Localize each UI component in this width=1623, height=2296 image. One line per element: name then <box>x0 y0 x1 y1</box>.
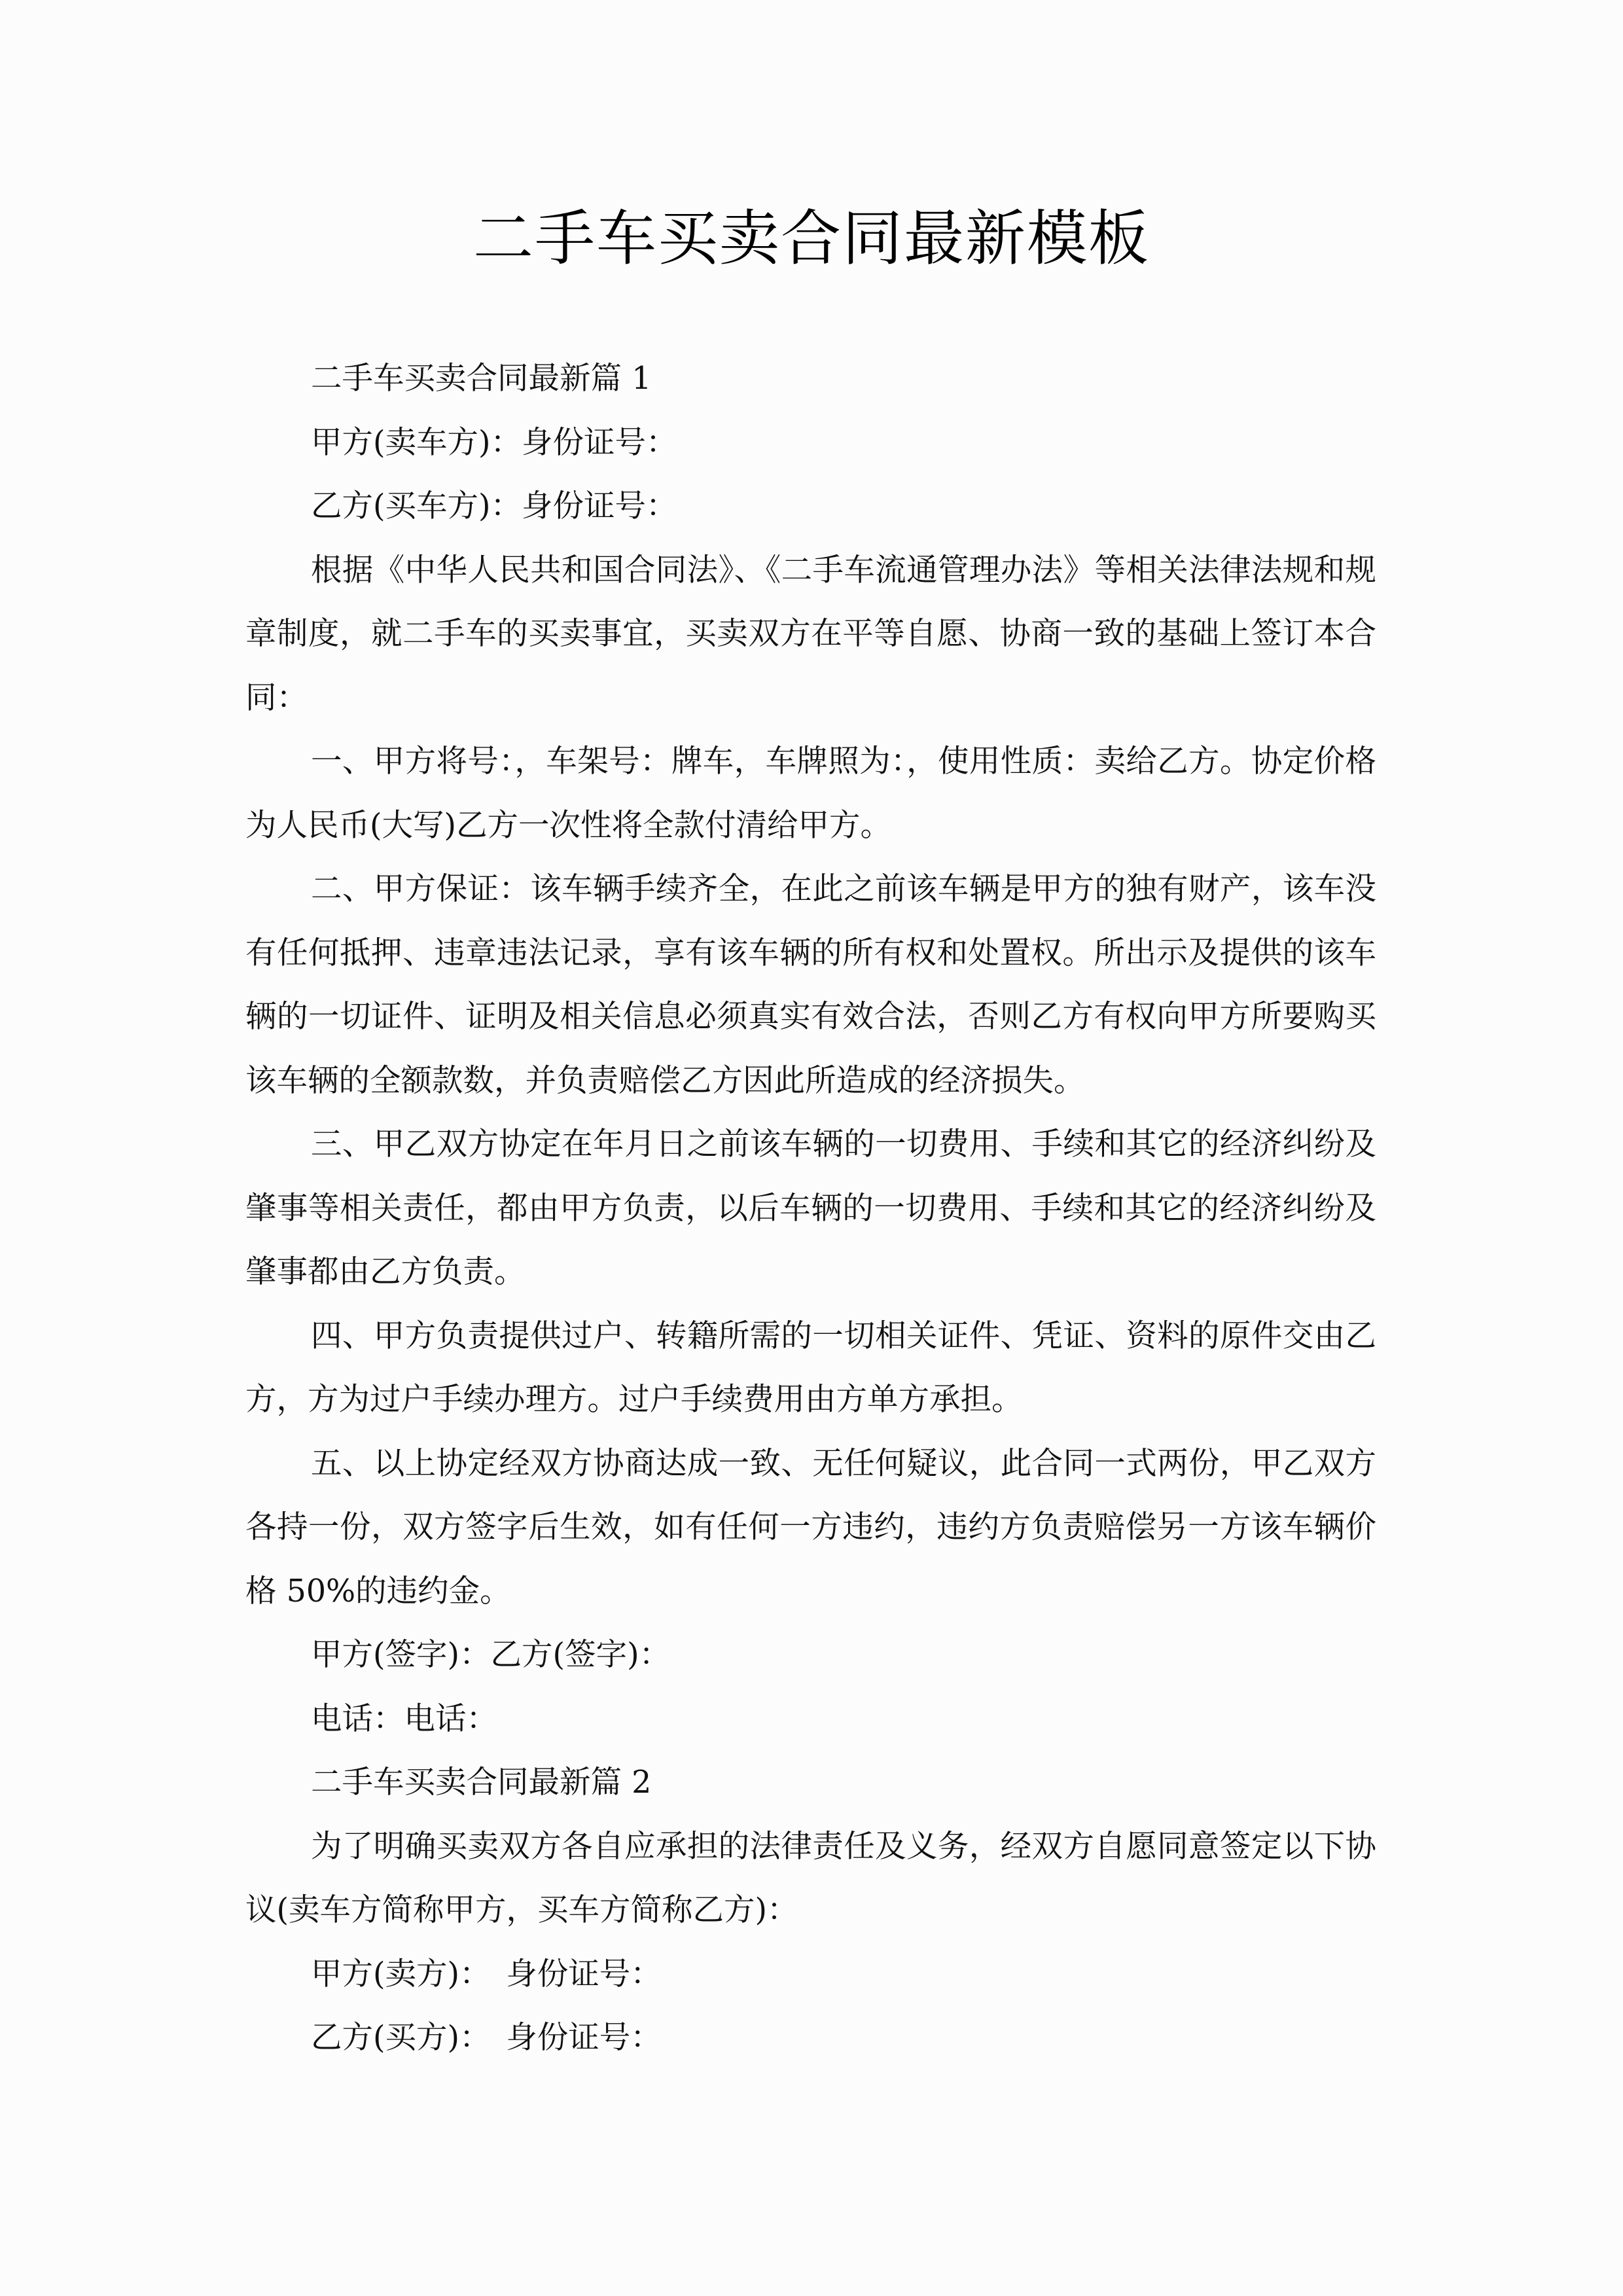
section-heading-part-1: 二手车买卖合同最新篇 1 <box>311 361 652 397</box>
signature-line: 甲方(签字)：乙方(签字)： <box>311 1637 671 1673</box>
party-b-buyer-line: 乙方(买车方)：身份证号： <box>311 488 677 524</box>
phone-line: 电话：电话： <box>311 1700 497 1737</box>
clause-4: 四、甲方负责提供过户、转籍所需的一切相关证件、凭证、资料的原件交由乙方，方为过户手续办理方。过户手续费用由方单方承担。 <box>245 1318 1376 1418</box>
clause-3: 三、甲乙双方协定在年月日之前该车辆的一切费用、手续和其它的经济纠纷及肇事等相关责任，都由甲方负责，以后车辆的一切费用、手续和其它的经济纠纷及肇事都由乙方负责。 <box>245 1126 1376 1290</box>
part-2-preamble: 为了明确买卖双方各自应承担的法律责任及义务，经双方自愿同意签定以下协议(卖车方简称甲方，买车方简称乙方)： <box>245 1828 1376 1928</box>
part-2-party-a-line: 甲方(卖方)： 身份证号： <box>311 1956 662 1992</box>
document-title: 二手车买卖合同最新模板 <box>473 204 1150 274</box>
section-heading-part-2: 二手车买卖合同最新篇 2 <box>311 1765 652 1801</box>
document-body <box>245 347 1376 2070</box>
preamble-paragraph: 根据《中华人民共和国合同法》、《二手车流通管理办法》等相关法律法规和规章制度，就二手车的买卖事宜，买卖双方在平等自愿、协商一致的基础上签订本合同： <box>245 552 1376 716</box>
clause-2: 二、甲方保证：该车辆手续齐全，在此之前该车辆是甲方的独有财产，该车没有任何抵押、违章违法记录，享有该车辆的所有权和处置权。所出示及提供的该车辆的一切证件、证明及相关信息必须真实有效合法，否则乙方有权向甲方所要购买该车辆的全额款数，并负责赔偿乙方因此所造成的经济损失。 <box>245 871 1376 1099</box>
party-a-seller-line: 甲方(卖车方)：身份证号： <box>311 424 677 461</box>
clause-1: 一、甲方将号：，车架号：牌车，车牌照为：，使用性质：卖给乙方。协定价格为人民币(大写)乙方一次性将全款付清给甲方。 <box>245 744 1376 844</box>
clause-5: 五、以上协定经双方协商达成一致、无任何疑议，此合同一式两份，甲乙双方各持一份，双方签字后生效，如有任何一方违约，违约方负责赔偿另一方该车辆价格 50%的违约金。 <box>245 1445 1376 1609</box>
part-2-party-b-line: 乙方(买方)： 身份证号： <box>311 2020 662 2056</box>
